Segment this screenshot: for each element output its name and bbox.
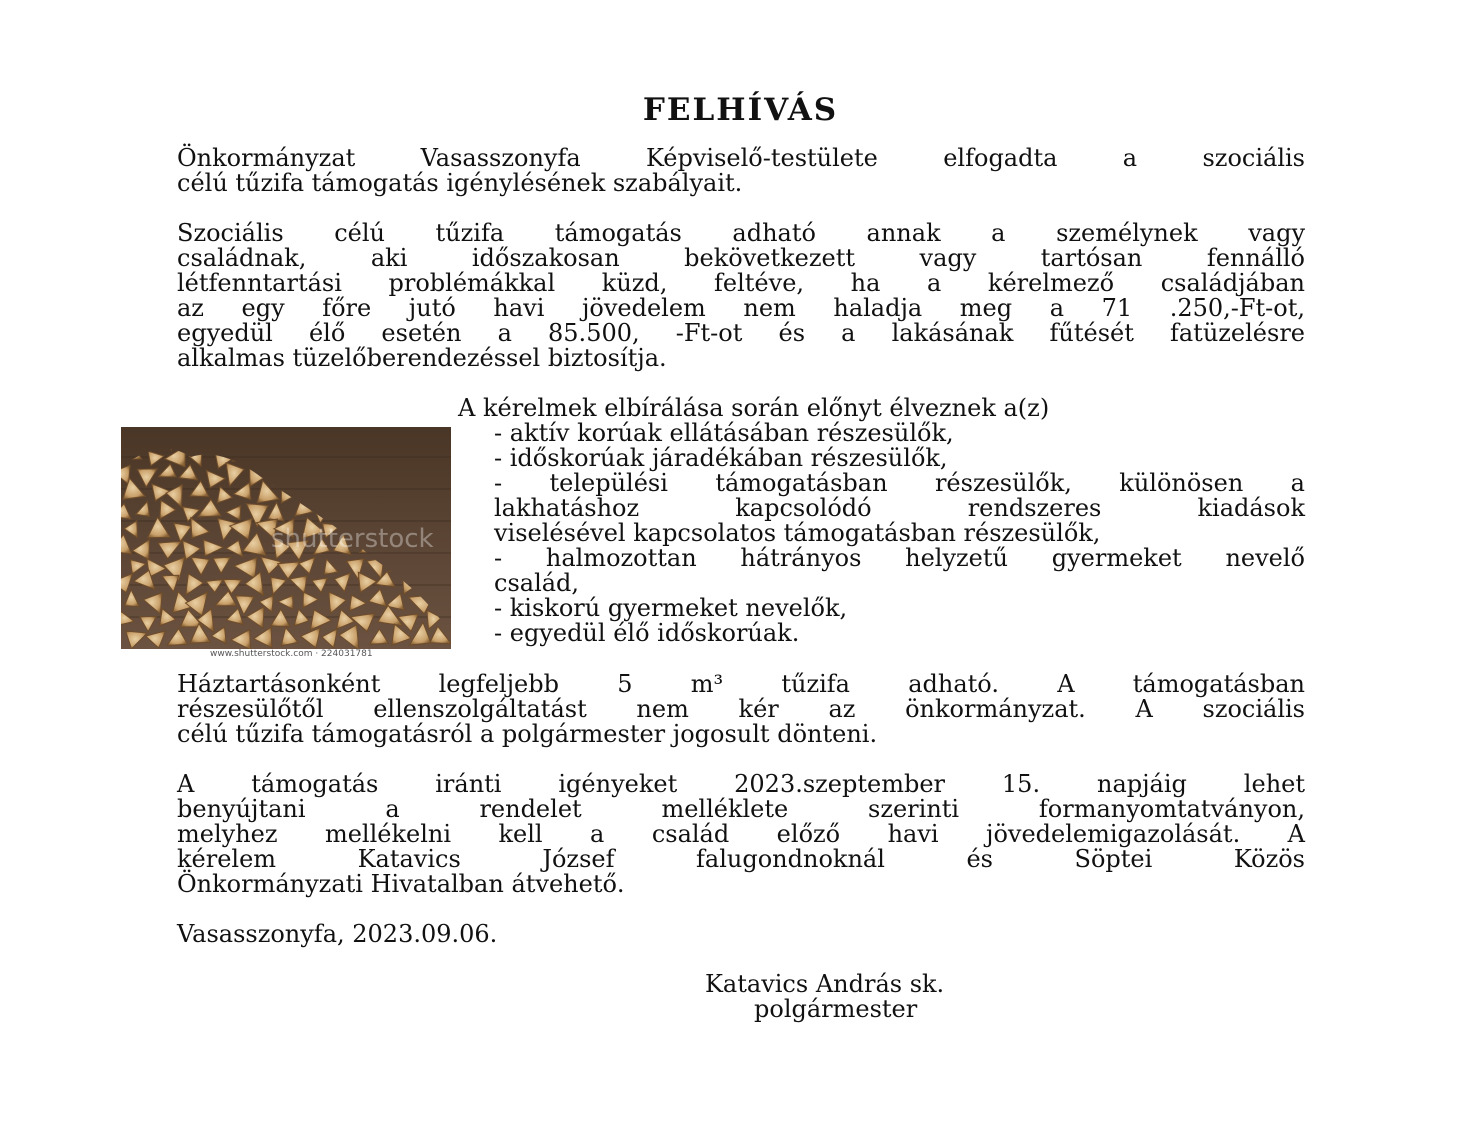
text-line: benyújtani a rendelet melléklete szerinti formanyomtatványon, [177,795,1305,823]
paragraph-eligibility [177,221,1305,371]
watermark-text: shutterstock [271,524,434,554]
text-line: Háztartásonként legfeljebb 5 m³ tűzifa adható. A támogatásban [177,670,1305,698]
paragraph-deadline [177,772,1305,897]
list-item: - aktív korúak ellátásában részesülők, [494,419,954,447]
place-date: Vasasszonyfa, 2023.09.06. [177,920,498,948]
paragraph-amount [177,672,1305,747]
text-line: az egy főre jutó havi jövedelem nem haladja meg a 71 .250,-Ft-ot, [177,294,1305,322]
priority-list [494,421,1305,646]
text-line: melyhez mellékelni kell a család előző havi jövedelemigazolását. A [177,820,1305,848]
text-line: Önkormányzat Vasasszonyfa Képviselő-testülete elfogadta a szociális [177,144,1305,172]
paragraph-intro [177,146,1305,196]
firewood-stack-image [121,427,451,649]
list-item: család, [494,569,580,597]
priority-intro: A kérelmek elbírálása során előnyt élveznek a(z) [458,394,1050,422]
text-line: célú tűzifa támogatás igénylésének szabályait. [177,169,743,197]
text-line: részesülőtől ellenszolgáltatást nem kér az önkormányzat. A szociális [177,695,1305,723]
list-item: lakhatáshoz kapcsolódó rendszeres kiadások [494,494,1305,522]
list-item: - kiskorú gyermeket nevelők, [494,594,848,622]
list-item: - települési támogatásban részesülők, különösen a [494,469,1305,497]
document-title: FELHÍVÁS [642,92,839,128]
list-item: - időskorúak járadékában részesülők, [494,444,948,472]
text-line: Szociális célú tűzifa támogatás adható annak a személynek vagy [177,219,1305,247]
text-line: családnak, aki időszakosan bekövetkezett vagy tartósan fennálló [177,244,1305,272]
signatory-role: polgármester [754,995,918,1023]
image-credit: www.shutterstock.com · 224031781 [210,649,373,659]
list-item: viselésével kapcsolatos támogatásban részesülők, [494,519,1101,547]
text-line: Önkormányzati Hivatalban átvehető. [177,870,625,898]
text-line: egyedül élő esetén a 85.500, -Ft-ot és a lakásának fűtését fatüzelésre [177,319,1305,347]
text-line: célú tűzifa támogatásról a polgármester jogosult dönteni. [177,720,878,748]
list-item: - halmozottan hátrányos helyzetű gyermeket nevelő [494,544,1305,572]
signatory-name: Katavics András sk. [705,970,945,998]
list-item: - egyedül élő időskorúak. [494,619,800,647]
text-line: kérelem Katavics József falugondnoknál és Söptei Közös [177,845,1305,873]
firewood-photo [121,427,451,649]
text-line: A támogatás iránti igényeket 2023.szeptember 15. napjáig lehet [177,770,1305,798]
text-line: létfenntartási problémákkal küzd, feltéve, ha a kérelmező családjában [177,269,1305,297]
text-line: alkalmas tüzelőberendezéssel biztosítja. [177,344,667,372]
